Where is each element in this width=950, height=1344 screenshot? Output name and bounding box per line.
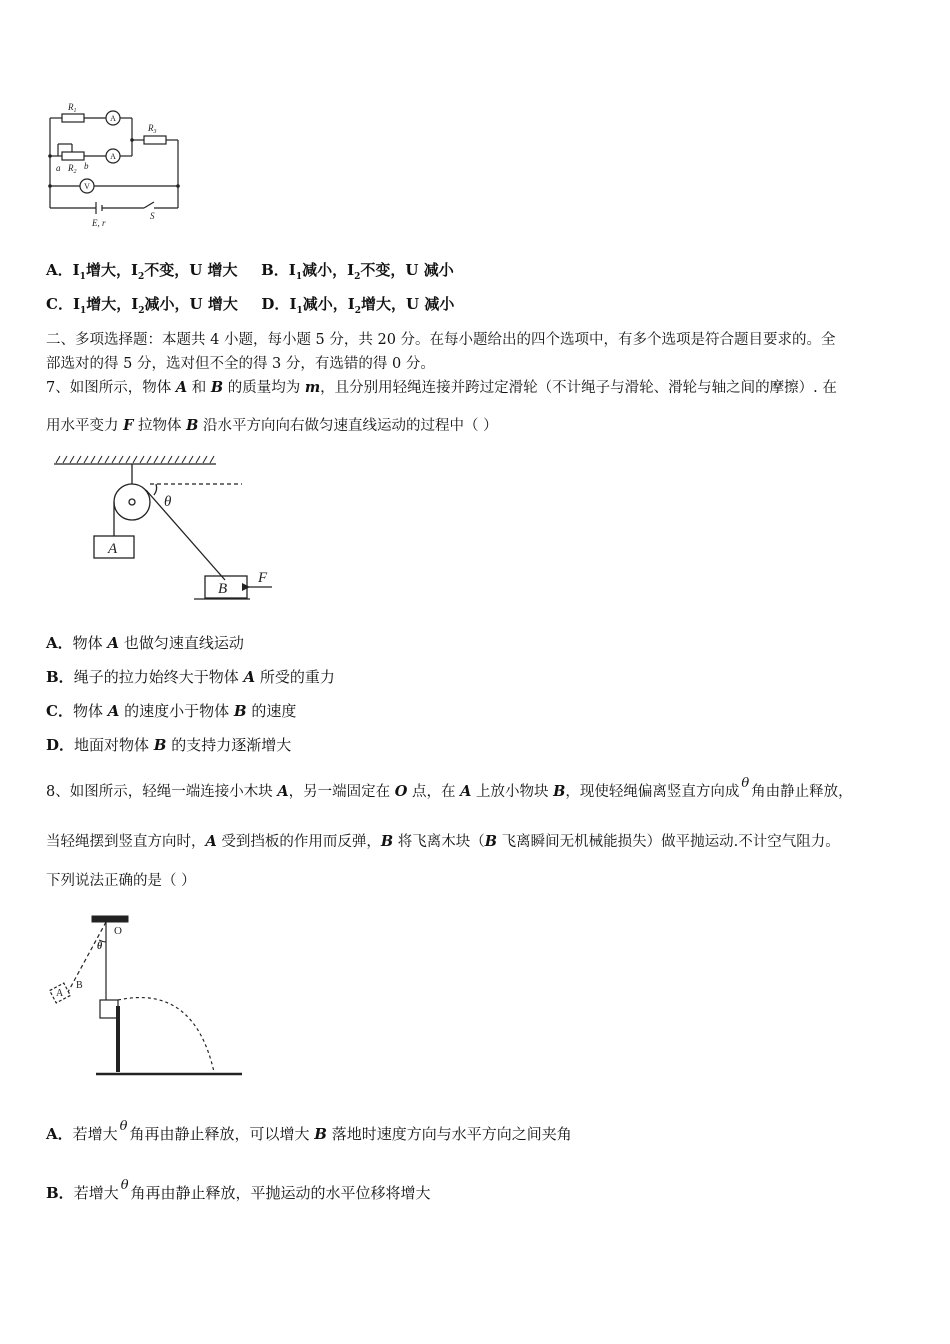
q7-option-a[interactable]: A．物体 A 也做匀速直线运动 [46,634,244,652]
pulley-diagram [50,452,268,604]
svg-text:B: B [76,980,83,991]
q6-options-row1 [46,260,454,287]
theta-arc [154,484,157,495]
section2-line2: 部选对的得 5 分，选对但不全的得 3 分，有选错的得 0 分。 [46,356,435,372]
q7-stem-line1: 7、如图所示，物体 A 和 B 的质量均为 m，且分别用轻绳连接并跨过定滑轮（不计绳子与滑轮、滑轮与轴之间的摩擦）. 在 [46,379,837,396]
label-a: a [56,163,61,173]
q6-option-d[interactable]: D．$I_1$减小，$I_2$增大，U 减小 [261,295,455,316]
svg-text:A: A [110,114,116,123]
label-switch: S [150,211,155,221]
q7-option-b[interactable]: B．绳子的拉力始终大于物体 A 所受的重力 [46,668,335,686]
resistor-r2 [62,152,84,160]
q6-option-c[interactable]: C．$I_1$增大，$I_2$减小，U 增大 [46,295,238,316]
section2-line1: 二、多项选择题：本题共 4 小题，每小题 5 分，共 20 分。在每小题给出的四个选项中，有多个选项是符合题目要求的。全 [46,332,836,348]
pulley-wheel [114,484,150,520]
svg-text:A: A [56,988,64,999]
q8-stem-line2: 当轻绳摆到竖直方向时，A 受到挡板的作用而反弹，B 将飞离木块（B 飞离瞬间无机械能损失）做平抛运动.不计空气阻力。 [46,833,840,850]
label-source: E, r [92,218,106,228]
svg-text:A: A [110,152,116,161]
ceiling-mount [92,916,128,922]
resistor-r1 [62,114,84,122]
q8-stem-line1: 8、如图所示，轻绳一端连接小木块 A，另一端固定在 O 点，在 A 上放小物块 B，现使轻绳偏离竖直方向成θ角由静止释放， [46,776,853,800]
q8-option-a[interactable]: A．若增大 θ 角再由静止释放，可以增大 B 落地时速度方向与水平方向之间夹角 [46,1119,572,1143]
rope-to-b [146,490,225,580]
svg-text:R2: $R_2$ [68,163,77,175]
rope-displaced [68,922,106,992]
q6-option-b[interactable]: B．$I_1$减小，$I_2$不变，U 减小 [261,261,454,282]
circuit-diagram [44,98,186,232]
pivot-label: O [114,925,122,937]
q7-option-c[interactable]: C．物体 A 的速度小于物体 B 的速度 [46,702,297,720]
svg-text:V: V [84,182,90,191]
q6-options-row2 [46,294,454,321]
label-b: b [84,161,89,171]
projectile-path [118,998,214,1072]
q8-option-b[interactable]: B．若增大 θ 角再由静止释放，平抛运动的水平位移将增大 [46,1178,431,1202]
switch-icon [144,202,154,208]
pendulum-diagram [44,912,244,1084]
resistor-r3 [144,136,166,144]
svg-text:R3: $R_3$ [148,123,157,135]
q8-stem-line3: 下列说法正确的是（ ） [46,873,196,889]
q7-option-d[interactable]: D．地面对物体 B 的支持力逐渐增大 [46,736,292,754]
force-label: F [258,570,268,586]
q7-stem-line2: 用水平变力 F 拉物体 B 沿水平方向向右做匀速直线运动的过程中（ ） [46,417,498,434]
q6-option-a[interactable]: A．$I_1$增大，$I_2$不变，U 增大 [46,261,238,282]
svg-text:θ: θ [97,941,103,952]
svg-text:R1: $R_1$ [68,102,77,114]
svg-text:θ: θ [164,494,172,510]
block-a [100,1000,118,1018]
block-b-label: B [218,581,228,597]
block-a-label: A [108,541,118,557]
